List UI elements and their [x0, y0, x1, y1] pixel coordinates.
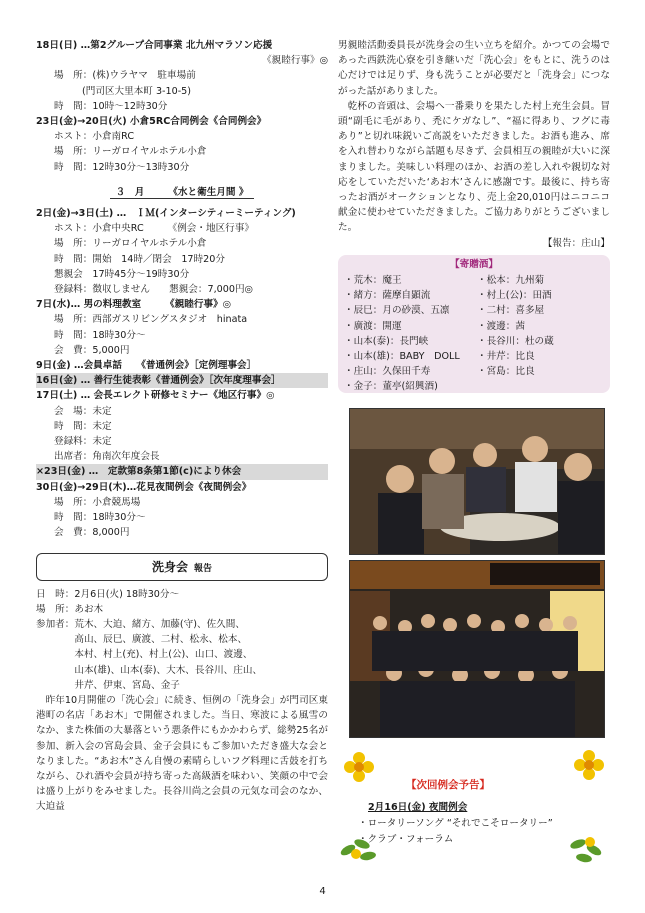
report-continued: 男親睦活動委員長が洗身会の生い立ちを紹介。かつての会場であった西鉄洗心寮を引き継いだ「洗心会」をもとに、洗うのは心だけでは足りず、身も洗うことが必要だと「洗身会」につながった話がありました。 [338, 40, 610, 97]
donated-sake-list [344, 273, 604, 395]
sake-item: ・廣渡：開運 [344, 320, 402, 332]
right-column [338, 38, 610, 393]
schedule-line: 懇親会 17時45分〜19時30分 [54, 268, 190, 280]
schedule-line: 23日(金)→20日(火) 小倉5RC合同例会《合同例会》 [36, 116, 267, 128]
attendee-line: 高山、辰巳、廣渡、二村、松永、松本、 [74, 634, 248, 646]
sake-item: ・宮島：比良 [477, 366, 535, 378]
schedule-line: 時 間：12時30分〜13時30分 [54, 161, 190, 173]
next-meeting-item: ・クラブ・フォーラム [358, 834, 454, 845]
schedule-line: 登録料：徴収しません 懇親会：7,000円◎ [54, 284, 253, 296]
sake-item: ・松本：九州菊 [477, 275, 545, 287]
sake-item: ・渡邊：茜 [477, 320, 525, 332]
schedule-line: 時 間：未定 [54, 420, 112, 432]
sake-item [477, 379, 604, 394]
flower-top-left-icon [342, 750, 376, 784]
party-photo-group [349, 560, 605, 738]
report-body: 昨年10月開催の「洗心会」に続き、恒例の「洗身会」が門司区東港町の名店「あお木」で開催されました。当日、寒波による風雪のなか、また株価の大暴落という悪条件にもかかわらず、総勢25名が参加、新入会の宮島会員、金子会員にもご参加いただき盛大な会となりました。“あお木”さん自慢の素晴らしいフグ料理に舌鼓を打ちながら、ひれ酒や会員が持ち寄った高級酒を味わい、笑顔の中で会は盛り上がりをみせました。長谷川尚之会員の元気な司会のなか、大迫益 [36, 694, 328, 813]
schedule-line: 《親睦行事》◎ [262, 55, 328, 67]
sake-item: ・山本(雄)：BABY DOLL [344, 351, 460, 363]
schedule-line: 場 所：(株)ウラヤマ 駐車場前 [54, 70, 196, 82]
schedule-line: ホスト：小倉南RC [54, 131, 135, 143]
report-date: 日 時：2月6日(火) 18時30分〜 [36, 588, 180, 600]
donated-sake-box [338, 255, 610, 393]
march-heading: ３ 月 《水と衛生月間 》 [36, 185, 328, 200]
schedule-line: 場 所：小倉競馬場 [54, 496, 141, 508]
sake-item: ・村上(公)：田酒 [477, 290, 552, 302]
schedule-line: 時 間：開始 14時／閉会 17時20分 [54, 253, 225, 265]
schedule-line: 9日(金) …会員卓話 《普通例会》［定例理事会］ [36, 360, 257, 372]
report-place: 場 所：あお木 [36, 603, 104, 615]
next-meeting-item: ・ロータリーソング “それでこそロータリー” [358, 818, 553, 829]
schedule-line: ホスト：小倉中央RC 《例会・地区行事》 [54, 223, 254, 235]
schedule-line: 会 場：未定 [54, 405, 112, 417]
schedule-line: (門司区大里本町 3-10-5) [82, 85, 192, 97]
schedule-line: 18日(日) …第2グループ合同事業 北九州マラソン応援 [36, 40, 273, 51]
march-schedule [36, 206, 328, 540]
donated-sake-title: 【寄贈酒】 [450, 258, 498, 270]
schedule-line: 2日(金)→3日(土) … ＩＭ(インターシティーミーティング) [36, 208, 296, 220]
attendee-line: 荒木、大迫、緒方、加藤(守)、佐久間、 [74, 618, 245, 630]
schedule-line: 場 所：リーガロイヤルホテル小倉 [54, 146, 207, 158]
report-title-box [36, 553, 328, 581]
next-meeting-date: 2月16日(金) 夜間例会 [368, 802, 468, 813]
schedule-line: 場 所：リーガロイヤルホテル小倉 [54, 238, 207, 250]
attendee-line: 山本(雄)、山本(泰)、大木、長谷川、庄山、 [74, 664, 263, 676]
sake-item: ・山本(泰)：長門峡 [344, 335, 429, 347]
sake-item: ・荒木：魔王 [344, 275, 402, 287]
report-title: 洗身会 [151, 559, 188, 574]
sake-item: ・辰巳：月の砂漠、五凛 [344, 305, 450, 317]
sake-item: ・長谷川：杜の蔵 [477, 335, 554, 347]
flower-top-right-icon [572, 748, 606, 782]
schedule-line: 時 間：18時30分〜 [54, 329, 146, 341]
attendees-label: 参加者： [36, 618, 75, 630]
sake-item: ・二村：喜多屋 [477, 305, 545, 317]
sake-item: ・緒方：薩摩自顕流 [344, 290, 431, 302]
schedule-line: 16日(金) … 善行生徒表彰《普通例会》［次年度理事会］ [36, 373, 328, 388]
sake-item: ・井芹：比良 [477, 351, 535, 363]
schedule-line: 会 費：8,000円 [54, 527, 130, 539]
schedule-line: 時 間：10時〜12時30分 [54, 100, 168, 112]
attendee-line: 井芹、伊東、宮島、金子 [74, 679, 180, 691]
schedule-line: 17日(土) … 会長エレクト研修セミナー《地区行事》◎ [36, 390, 275, 402]
schedule-line: ×23日(金) … 定款第8条第1節(c)により休会 [36, 464, 328, 479]
schedule-line: 7日(水)… 男の料理教室 《親睦行事》◎ [36, 299, 232, 311]
february-schedule [36, 38, 328, 175]
party-photo-table [349, 408, 605, 555]
schedule-line: 場 所：西部ガスリビングスタジオ hinata [54, 314, 248, 326]
report-label: 報告 [194, 563, 213, 574]
party-photo-group-image [350, 561, 604, 737]
reporter-credit: 【報告：庄山】 [542, 237, 610, 249]
next-meeting-title: 【次回例会予告】 [406, 779, 490, 791]
schedule-line: 会 費：5,000円 [54, 344, 130, 356]
sake-item: ・庄山：久保田千寿 [344, 366, 431, 378]
leaves-bottom-right-icon [568, 830, 608, 864]
left-column [36, 38, 328, 815]
attendee-line: 本村、村上(充)、村上(公)、山口、渡邊、 [74, 649, 253, 661]
schedule-line: 登録料：未定 [54, 436, 112, 448]
party-photo-table-image [350, 409, 604, 554]
sake-item: ・金子：董亭(紹興酒) [344, 381, 438, 393]
page-number: 4 [319, 886, 326, 897]
schedule-line: 30日(金)→29日(木)…花見夜間例会《夜間例会》 [36, 481, 252, 493]
schedule-line: 時 間：18時30分〜 [54, 512, 146, 524]
next-meeting-notice [338, 748, 610, 870]
report-continued-2: 乾杯の音頭は、会場へ一番乗りを果たした村上充生会員。冒頭“副毛に毛があり、禿にケガなし”、“福に得あり、フグに毒あり”と切れ味鋭いご高説をいただきました。お酒も進み、席を入れ替わりながら話題も尽きず、会員相互の親睦が大いに深まりました。美味しい料理のほか、お酒の差し入れや親切な対応をしていただいた‘あお木’さんに感謝です。最後に、持ち寄ったお酒がオークションとなり、売上金20,010円はニコニコ献金に使わせていただきました。ご協力ありがとうございました。 [338, 100, 610, 234]
attendees-block [36, 617, 328, 693]
attendees-list [74, 617, 262, 693]
schedule-line: 出席者：角南次年度会長 [54, 451, 160, 463]
